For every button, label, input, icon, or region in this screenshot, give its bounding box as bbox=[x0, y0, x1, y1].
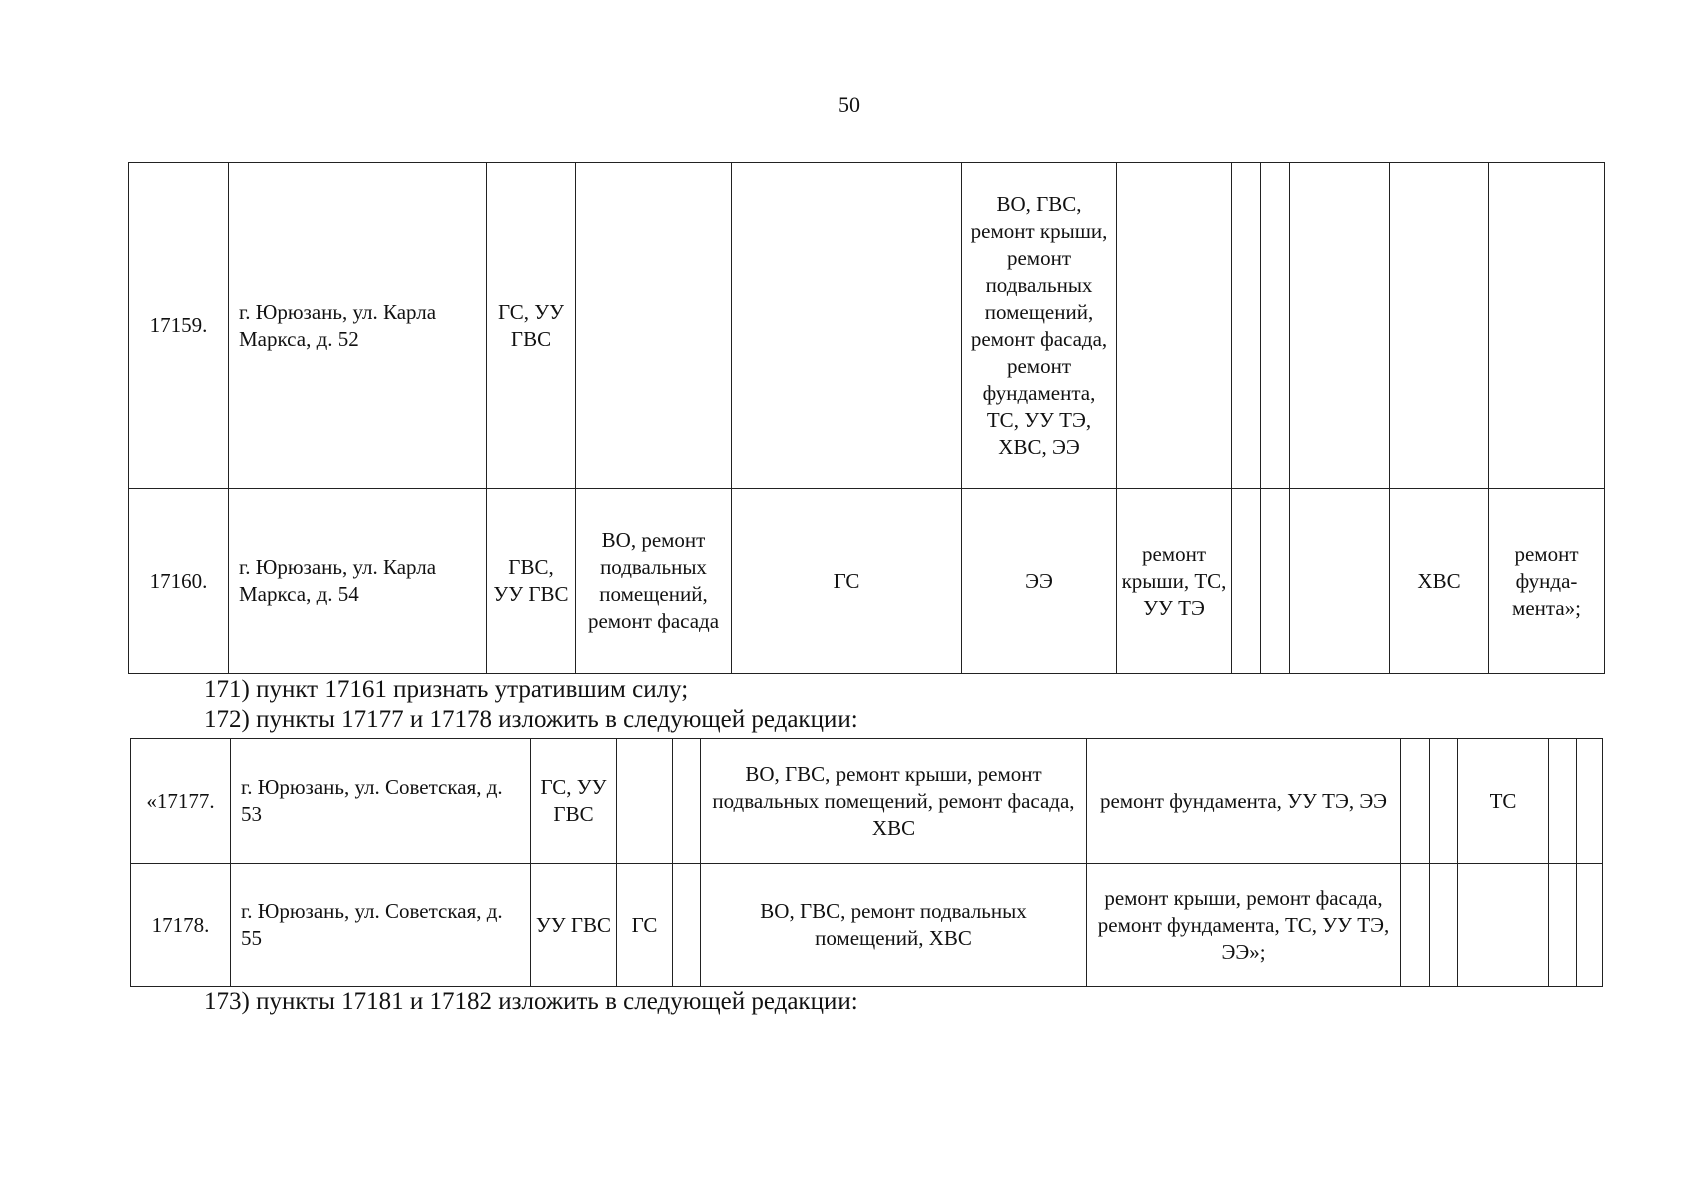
table-continuation-17159-17160 bbox=[128, 162, 1605, 674]
works-cell bbox=[1577, 739, 1603, 864]
item-number: «17177. bbox=[131, 739, 231, 864]
works-cell bbox=[1458, 864, 1549, 987]
table-row bbox=[129, 489, 1605, 674]
works-cell: ремонт фунда-мента»; bbox=[1489, 489, 1605, 674]
works-cell bbox=[617, 739, 673, 864]
works-cell: ХВС bbox=[1390, 489, 1489, 674]
works-cell bbox=[1261, 163, 1290, 489]
address-cell: г. Юрюзань, ул. Советская, д. 53 bbox=[231, 739, 531, 864]
works-cell bbox=[1390, 163, 1489, 489]
works-cell: ВО, ГВС, ремонт крыши, ремонт подвальных помещений, ремонт фасада, ХВС bbox=[701, 739, 1087, 864]
works-cell bbox=[1430, 739, 1458, 864]
works-cell bbox=[673, 864, 701, 987]
works-cell: ВО, ГВС, ремонт крыши, ремонт подвальных помещений, ремонт фасада, ремонт фундамента, ТС, УУ ТЭ, ХВС, ЭЭ bbox=[962, 163, 1117, 489]
works-cell: ГВС, УУ ГВС bbox=[487, 489, 576, 674]
paragraph-171: 171) пункт 17161 признать утратившим силу; bbox=[204, 676, 689, 703]
works-cell bbox=[1401, 739, 1430, 864]
address-cell: г. Юрюзань, ул. Карла Маркса, д. 52 bbox=[229, 163, 487, 489]
paragraph-173: 173) пункты 17181 и 17182 изложить в следующей редакции: bbox=[204, 988, 858, 1015]
works-cell: УУ ГВС bbox=[531, 864, 617, 987]
table-row bbox=[131, 739, 1603, 864]
item-number: 17160. bbox=[129, 489, 229, 674]
item-number: 17178. bbox=[131, 864, 231, 987]
works-cell bbox=[732, 163, 962, 489]
works-cell: ГС, УУ ГВС bbox=[487, 163, 576, 489]
address-cell: г. Юрюзань, ул. Советская, д. 55 bbox=[231, 864, 531, 987]
works-cell bbox=[673, 739, 701, 864]
works-cell bbox=[1232, 163, 1261, 489]
works-cell bbox=[1290, 489, 1390, 674]
works-cell bbox=[1261, 489, 1290, 674]
works-cell: ГС, УУ ГВС bbox=[531, 739, 617, 864]
works-cell bbox=[1549, 739, 1577, 864]
page-number: 50 bbox=[838, 92, 860, 117]
item-number: 17159. bbox=[129, 163, 229, 489]
table-row bbox=[131, 864, 1603, 987]
works-cell bbox=[1117, 163, 1232, 489]
works-cell bbox=[1577, 864, 1603, 987]
works-cell bbox=[1489, 163, 1605, 489]
works-cell: ВО, ремонт подвальных помещений, ремонт фасада bbox=[576, 489, 732, 674]
table-items-17177-17178 bbox=[130, 738, 1603, 987]
works-cell bbox=[1549, 864, 1577, 987]
works-cell bbox=[576, 163, 732, 489]
works-cell: ГС bbox=[732, 489, 962, 674]
works-cell: ТС bbox=[1458, 739, 1549, 864]
works-cell bbox=[1232, 489, 1261, 674]
works-cell: ГС bbox=[617, 864, 673, 987]
works-cell: ремонт крыши, ТС, УУ ТЭ bbox=[1117, 489, 1232, 674]
table-row bbox=[129, 163, 1605, 489]
address-cell: г. Юрюзань, ул. Карла Маркса, д. 54 bbox=[229, 489, 487, 674]
works-cell bbox=[1401, 864, 1430, 987]
works-cell bbox=[1290, 163, 1390, 489]
works-cell: ремонт крыши, ремонт фасада, ремонт фундамента, ТС, УУ ТЭ, ЭЭ»; bbox=[1087, 864, 1401, 987]
works-cell: ремонт фундамента, УУ ТЭ, ЭЭ bbox=[1087, 739, 1401, 864]
works-cell: ВО, ГВС, ремонт подвальных помещений, ХВС bbox=[701, 864, 1087, 987]
paragraph-172: 172) пункты 17177 и 17178 изложить в следующей редакции: bbox=[204, 706, 858, 733]
works-cell bbox=[1430, 864, 1458, 987]
works-cell: ЭЭ bbox=[962, 489, 1117, 674]
